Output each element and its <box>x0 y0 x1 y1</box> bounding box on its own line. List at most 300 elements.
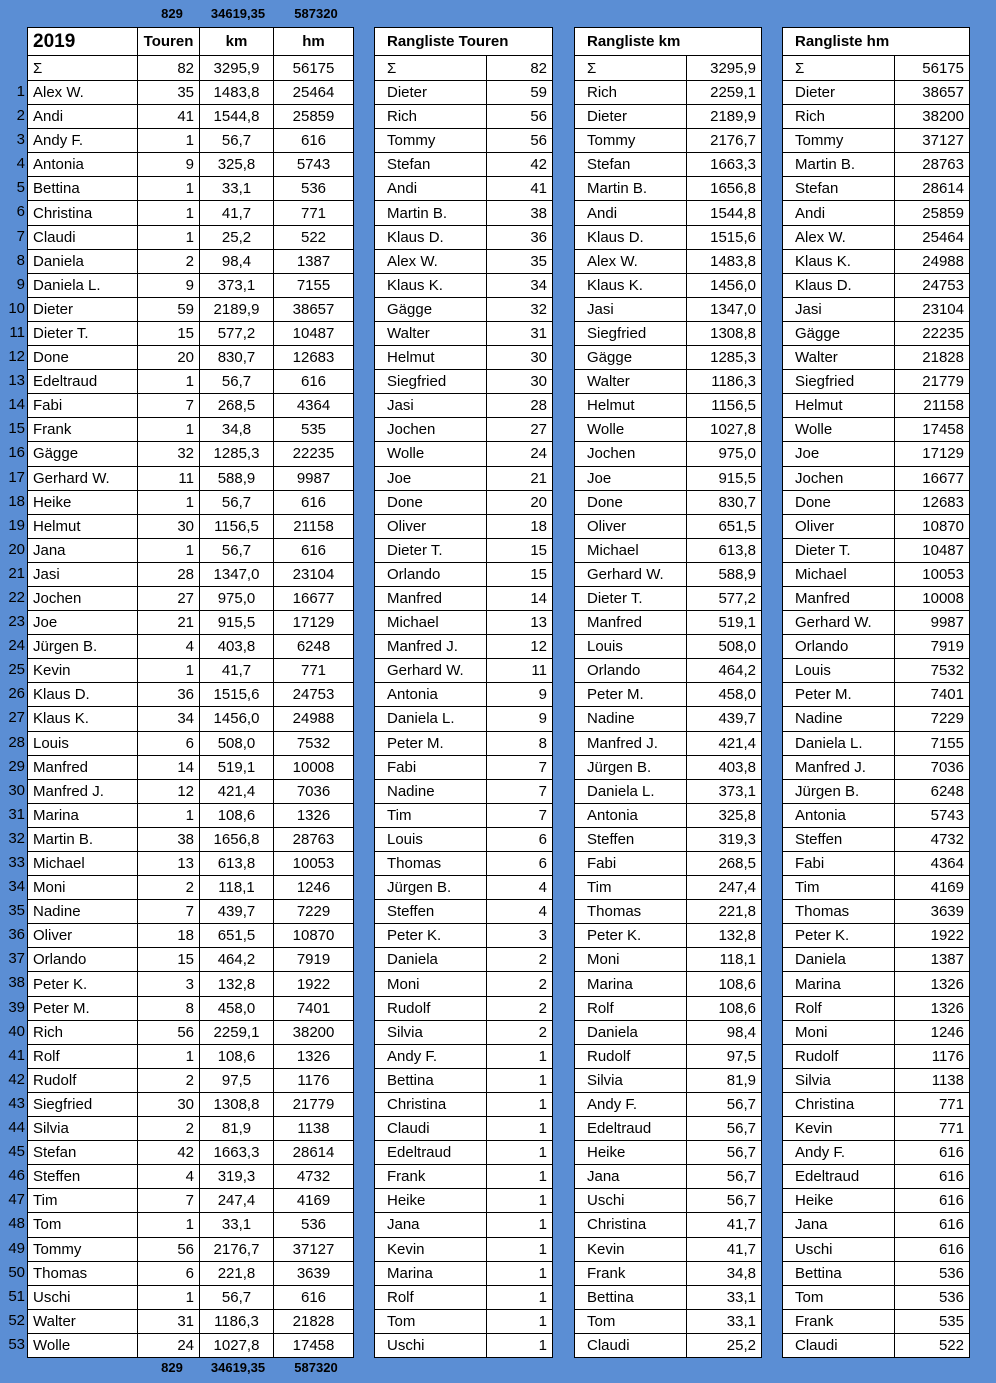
table-row <box>575 972 762 996</box>
total-km: 34619,35 <box>210 1360 266 1375</box>
rank-value: 1 <box>487 1141 553 1165</box>
main-table <box>27 27 354 1358</box>
rank-name: Peter M. <box>375 731 487 755</box>
touren-cell: 1 <box>138 177 200 201</box>
rank-value: 771 <box>895 1092 970 1116</box>
hm-cell: 4364 <box>274 394 354 418</box>
table-row <box>375 1237 553 1261</box>
rank-name: Manfred <box>575 611 687 635</box>
rank-name: Rolf <box>375 1285 487 1309</box>
rank-name: Rich <box>375 105 487 129</box>
rank-value: 535 <box>895 1309 970 1333</box>
table-row <box>783 731 970 755</box>
touren-cell: 1 <box>138 418 200 442</box>
rank-name: Stefan <box>575 153 687 177</box>
touren-cell: 31 <box>138 1309 200 1333</box>
rank-value: 771 <box>895 1117 970 1141</box>
rank-name: Joe <box>783 442 895 466</box>
rider-name: Manfred J. <box>28 779 138 803</box>
table-row <box>575 177 762 201</box>
rank-touren-title: Rangliste Touren <box>375 28 553 56</box>
touren-cell: 2 <box>138 249 200 273</box>
rank-value: 21779 <box>895 370 970 394</box>
rank-value: 32 <box>487 297 553 321</box>
rider-name: Gerhard W. <box>28 466 138 490</box>
table-row <box>28 105 354 129</box>
km-cell: 81,9 <box>200 1117 274 1141</box>
hm-cell: 1326 <box>274 803 354 827</box>
km-cell: 1027,8 <box>200 1333 274 1357</box>
rank-value: 24 <box>487 442 553 466</box>
rank-name: Moni <box>375 972 487 996</box>
table-row <box>575 779 762 803</box>
rank-name: Marina <box>783 972 895 996</box>
table-row <box>28 297 354 321</box>
rank-value: 2 <box>487 972 553 996</box>
rank-name: Steffen <box>783 827 895 851</box>
rank-value: 28 <box>487 394 553 418</box>
table-row <box>375 683 553 707</box>
rank-name: Louis <box>575 635 687 659</box>
rank-name: Walter <box>575 370 687 394</box>
table-row <box>28 948 354 972</box>
table-row <box>575 1189 762 1213</box>
table-row <box>575 900 762 924</box>
hm-cell: 21828 <box>274 1309 354 1333</box>
rank-value: 439,7 <box>687 707 762 731</box>
table-row <box>783 1261 970 1285</box>
rank-name: Andy F. <box>375 1044 487 1068</box>
hm-cell: 536 <box>274 177 354 201</box>
rank-value: 12683 <box>895 490 970 514</box>
table-row <box>783 1285 970 1309</box>
rider-name: Heike <box>28 490 138 514</box>
hm-cell: 9987 <box>274 466 354 490</box>
rank-name: Walter <box>375 321 487 345</box>
rank-value: 38657 <box>895 81 970 105</box>
table-row <box>575 394 762 418</box>
rank-name: Edeltraud <box>783 1165 895 1189</box>
rank-name: Fabi <box>375 755 487 779</box>
table-row <box>575 1165 762 1189</box>
table-row <box>575 105 762 129</box>
rank-value: 319,3 <box>687 827 762 851</box>
rank-name: Oliver <box>575 514 687 538</box>
rider-name: Done <box>28 346 138 370</box>
rider-name: Helmut <box>28 514 138 538</box>
rank-value: 12 <box>487 635 553 659</box>
rank-name: Jürgen B. <box>783 779 895 803</box>
table-row <box>783 346 970 370</box>
rank-value: 2 <box>487 948 553 972</box>
table-row <box>575 562 762 586</box>
rank-value: 4169 <box>895 876 970 900</box>
row-number: 29 <box>8 757 25 775</box>
rank-value: 247,4 <box>687 876 762 900</box>
touren-cell: 9 <box>138 273 200 297</box>
rider-name: Martin B. <box>28 827 138 851</box>
rank-name: Edeltraud <box>375 1141 487 1165</box>
km-cell: 508,0 <box>200 731 274 755</box>
table-row <box>28 562 354 586</box>
rank-value: 15 <box>487 562 553 586</box>
km-cell: 221,8 <box>200 1261 274 1285</box>
rider-name: Claudi <box>28 225 138 249</box>
row-number: 5 <box>16 179 25 197</box>
table-row <box>375 852 553 876</box>
table-row <box>375 490 553 514</box>
rank-value: 6248 <box>895 779 970 803</box>
table-row <box>28 779 354 803</box>
rank-value: 1 <box>487 1189 553 1213</box>
row-number: 16 <box>8 444 25 462</box>
touren-cell: 12 <box>138 779 200 803</box>
rider-name: Stefan <box>28 1141 138 1165</box>
hm-header: hm <box>274 28 354 56</box>
rank-value: 56,7 <box>687 1141 762 1165</box>
rank-value: 1138 <box>895 1068 970 1092</box>
rank-value: 17129 <box>895 442 970 466</box>
table-row <box>28 225 354 249</box>
row-number: 27 <box>8 709 25 727</box>
rank-name: Peter M. <box>783 683 895 707</box>
hm-cell: 7036 <box>274 779 354 803</box>
rank-name: Wolle <box>375 442 487 466</box>
km-cell: 373,1 <box>200 273 274 297</box>
rank-value: 2189,9 <box>687 105 762 129</box>
table-row <box>783 1309 970 1333</box>
touren-cell: 30 <box>138 514 200 538</box>
rank-name: Done <box>783 490 895 514</box>
touren-cell: 21 <box>138 611 200 635</box>
table-row <box>375 129 553 153</box>
touren-cell: 8 <box>138 996 200 1020</box>
rider-name: Jochen <box>28 586 138 610</box>
rank-value: 1176 <box>895 1044 970 1068</box>
table-row <box>783 827 970 851</box>
rider-name: Rudolf <box>28 1068 138 1092</box>
rank-value: 7155 <box>895 731 970 755</box>
rank-name: Michael <box>783 562 895 586</box>
table-row <box>375 1068 553 1092</box>
table-row <box>28 177 354 201</box>
table-row <box>575 1141 762 1165</box>
touren-cell: 13 <box>138 852 200 876</box>
table-row <box>783 225 970 249</box>
rank-value: 4732 <box>895 827 970 851</box>
table-row <box>783 105 970 129</box>
row-number: 13 <box>8 372 25 390</box>
rank-name: Thomas <box>783 900 895 924</box>
hm-cell: 12683 <box>274 346 354 370</box>
table-row <box>375 1261 553 1285</box>
km-cell: 1285,3 <box>200 442 274 466</box>
row-number: 3 <box>16 131 25 149</box>
rank-name: Oliver <box>375 514 487 538</box>
rank-name: Heike <box>783 1189 895 1213</box>
km-cell: 2189,9 <box>200 297 274 321</box>
km-cell: 56,7 <box>200 129 274 153</box>
table-row <box>783 852 970 876</box>
rank-name: Jochen <box>783 466 895 490</box>
rank-name: Klaus K. <box>783 249 895 273</box>
table-row <box>575 418 762 442</box>
rank-name: Tim <box>783 876 895 900</box>
rank-value: 25,2 <box>687 1333 762 1357</box>
table-row <box>28 490 354 514</box>
km-cell: 247,4 <box>200 1189 274 1213</box>
table-row <box>375 635 553 659</box>
sum-row <box>375 56 553 81</box>
rider-name: Daniela L. <box>28 273 138 297</box>
rider-name: Louis <box>28 731 138 755</box>
rank-value: 1456,0 <box>687 273 762 297</box>
table-row <box>575 1309 762 1333</box>
table-row <box>28 1117 354 1141</box>
rank-value: 7919 <box>895 635 970 659</box>
table-row <box>783 1165 970 1189</box>
rank-name: Jochen <box>575 442 687 466</box>
table-row <box>28 924 354 948</box>
touren-cell: 7 <box>138 1189 200 1213</box>
main-header-row <box>28 28 354 56</box>
rank-value: 1515,6 <box>687 225 762 249</box>
table-row <box>575 225 762 249</box>
rank-km-table <box>574 27 762 1358</box>
sum-touren: 82 <box>138 56 200 81</box>
table-row <box>575 129 762 153</box>
table-row <box>783 442 970 466</box>
rider-name: Oliver <box>28 924 138 948</box>
rank-name: Rudolf <box>375 996 487 1020</box>
hm-cell: 6248 <box>274 635 354 659</box>
rank-name: Antonia <box>375 683 487 707</box>
rank-value: 27 <box>487 418 553 442</box>
km-cell: 1656,8 <box>200 827 274 851</box>
touren-cell: 34 <box>138 707 200 731</box>
hm-cell: 21779 <box>274 1092 354 1116</box>
rank-value: 1663,3 <box>687 153 762 177</box>
rank-value: 10487 <box>895 538 970 562</box>
table-row <box>575 803 762 827</box>
table-row <box>375 153 553 177</box>
rank-value: 2 <box>487 1020 553 1044</box>
sum-label: Σ <box>783 56 895 81</box>
km-cell: 41,7 <box>200 659 274 683</box>
table-row <box>28 1309 354 1333</box>
table-row <box>28 731 354 755</box>
row-number: 4 <box>16 155 25 173</box>
row-number: 41 <box>8 1046 25 1064</box>
sum-row <box>783 56 970 81</box>
rank-name: Nadine <box>375 779 487 803</box>
rank-value: 9 <box>487 707 553 731</box>
rank-name: Rich <box>783 105 895 129</box>
hm-cell: 5743 <box>274 153 354 177</box>
hm-cell: 7155 <box>274 273 354 297</box>
row-number: 48 <box>8 1215 25 1233</box>
table-row <box>575 370 762 394</box>
rank-name: Dieter <box>575 105 687 129</box>
rank-value: 41,7 <box>687 1213 762 1237</box>
touren-cell: 1 <box>138 225 200 249</box>
row-number: 47 <box>8 1191 25 1209</box>
rider-name: Moni <box>28 876 138 900</box>
rider-name: Tommy <box>28 1237 138 1261</box>
row-number: 38 <box>8 974 25 992</box>
km-cell: 830,7 <box>200 346 274 370</box>
rank-value: 651,5 <box>687 514 762 538</box>
table-row <box>575 1333 762 1357</box>
table-row <box>783 1213 970 1237</box>
km-cell: 458,0 <box>200 996 274 1020</box>
rank-name: Wolle <box>575 418 687 442</box>
table-row <box>575 611 762 635</box>
rank-name: Dieter <box>783 81 895 105</box>
touren-cell: 38 <box>138 827 200 851</box>
row-number: 31 <box>8 805 25 823</box>
rank-value: 3639 <box>895 900 970 924</box>
table-row <box>575 81 762 105</box>
table-row <box>375 538 553 562</box>
km-cell: 613,8 <box>200 852 274 876</box>
rank-name: Claudi <box>375 1117 487 1141</box>
table-row <box>28 466 354 490</box>
table-row <box>28 827 354 851</box>
rank-value: 24988 <box>895 249 970 273</box>
touren-cell: 1 <box>138 1044 200 1068</box>
touren-cell: 24 <box>138 1333 200 1357</box>
table-row <box>575 538 762 562</box>
rank-name: Michael <box>575 538 687 562</box>
table-row <box>375 876 553 900</box>
table-row <box>375 466 553 490</box>
km-cell: 915,5 <box>200 611 274 635</box>
km-cell: 34,8 <box>200 418 274 442</box>
table-row <box>28 1213 354 1237</box>
table-row <box>28 1044 354 1068</box>
table-row <box>783 996 970 1020</box>
hm-cell: 25859 <box>274 105 354 129</box>
rider-name: Daniela <box>28 249 138 273</box>
table-row <box>783 177 970 201</box>
table-row <box>28 442 354 466</box>
km-cell: 319,3 <box>200 1165 274 1189</box>
hm-cell: 16677 <box>274 586 354 610</box>
rank-name: Claudi <box>783 1333 895 1357</box>
table-row <box>375 900 553 924</box>
rank-value: 1186,3 <box>687 370 762 394</box>
table-row <box>575 1285 762 1309</box>
rank-name: Daniela L. <box>375 707 487 731</box>
rider-name: Silvia <box>28 1117 138 1141</box>
rank-name: Marina <box>575 972 687 996</box>
sum-value: 82 <box>487 56 553 81</box>
table-row <box>783 1117 970 1141</box>
rank-name: Peter K. <box>783 924 895 948</box>
rank-value: 588,9 <box>687 562 762 586</box>
table-row <box>375 924 553 948</box>
rank-value: 30 <box>487 346 553 370</box>
touren-cell: 56 <box>138 1020 200 1044</box>
rank-name: Tim <box>375 803 487 827</box>
touren-cell: 1 <box>138 1285 200 1309</box>
rank-value: 42 <box>487 153 553 177</box>
row-number: 43 <box>8 1094 25 1112</box>
rank-name: Stefan <box>375 153 487 177</box>
table-row <box>783 370 970 394</box>
rank-value: 7 <box>487 779 553 803</box>
km-cell: 1186,3 <box>200 1309 274 1333</box>
table-row <box>28 81 354 105</box>
table-row <box>783 779 970 803</box>
rank-name: Christina <box>575 1213 687 1237</box>
rank-value: 522 <box>895 1333 970 1357</box>
rank-name: Michael <box>375 611 487 635</box>
touren-cell: 36 <box>138 683 200 707</box>
km-cell: 25,2 <box>200 225 274 249</box>
rank-name: Silvia <box>783 1068 895 1092</box>
touren-cell: 1 <box>138 490 200 514</box>
rank-value: 1 <box>487 1333 553 1357</box>
table-row <box>28 370 354 394</box>
rank-name: Orlando <box>575 659 687 683</box>
rank-value: 1246 <box>895 1020 970 1044</box>
table-row <box>28 1237 354 1261</box>
hm-cell: 1387 <box>274 249 354 273</box>
table-row <box>575 1117 762 1141</box>
table-row <box>783 924 970 948</box>
rank-value: 1656,8 <box>687 177 762 201</box>
rank-value: 616 <box>895 1213 970 1237</box>
touren-cell: 1 <box>138 1213 200 1237</box>
rank-value: 464,2 <box>687 659 762 683</box>
rank-value: 21 <box>487 466 553 490</box>
table-row <box>783 394 970 418</box>
rank-value: 2259,1 <box>687 81 762 105</box>
rank-name: Thomas <box>575 900 687 924</box>
touren-cell: 4 <box>138 635 200 659</box>
km-cell: 33,1 <box>200 1213 274 1237</box>
rank-value: 1387 <box>895 948 970 972</box>
hm-cell: 25464 <box>274 81 354 105</box>
table-row <box>375 1213 553 1237</box>
rank-value: 616 <box>895 1237 970 1261</box>
table-row <box>28 683 354 707</box>
row-number: 24 <box>8 637 25 655</box>
rank-name: Peter K. <box>375 924 487 948</box>
hm-cell: 28614 <box>274 1141 354 1165</box>
rank-value: 7229 <box>895 707 970 731</box>
rank-value: 221,8 <box>687 900 762 924</box>
touren-cell: 9 <box>138 153 200 177</box>
row-number: 46 <box>8 1167 25 1185</box>
km-cell: 108,6 <box>200 1044 274 1068</box>
rank-value: 9 <box>487 683 553 707</box>
rank-value: 24753 <box>895 273 970 297</box>
rank-value: 34,8 <box>687 1261 762 1285</box>
rider-name: Edeltraud <box>28 370 138 394</box>
rider-name: Andy F. <box>28 129 138 153</box>
touren-cell: 14 <box>138 755 200 779</box>
rider-name: Uschi <box>28 1285 138 1309</box>
km-cell: 132,8 <box>200 972 274 996</box>
table-row <box>375 1092 553 1116</box>
table-row <box>783 1237 970 1261</box>
table-row <box>375 1333 553 1357</box>
rider-name: Kevin <box>28 659 138 683</box>
rank-name: Uschi <box>375 1333 487 1357</box>
